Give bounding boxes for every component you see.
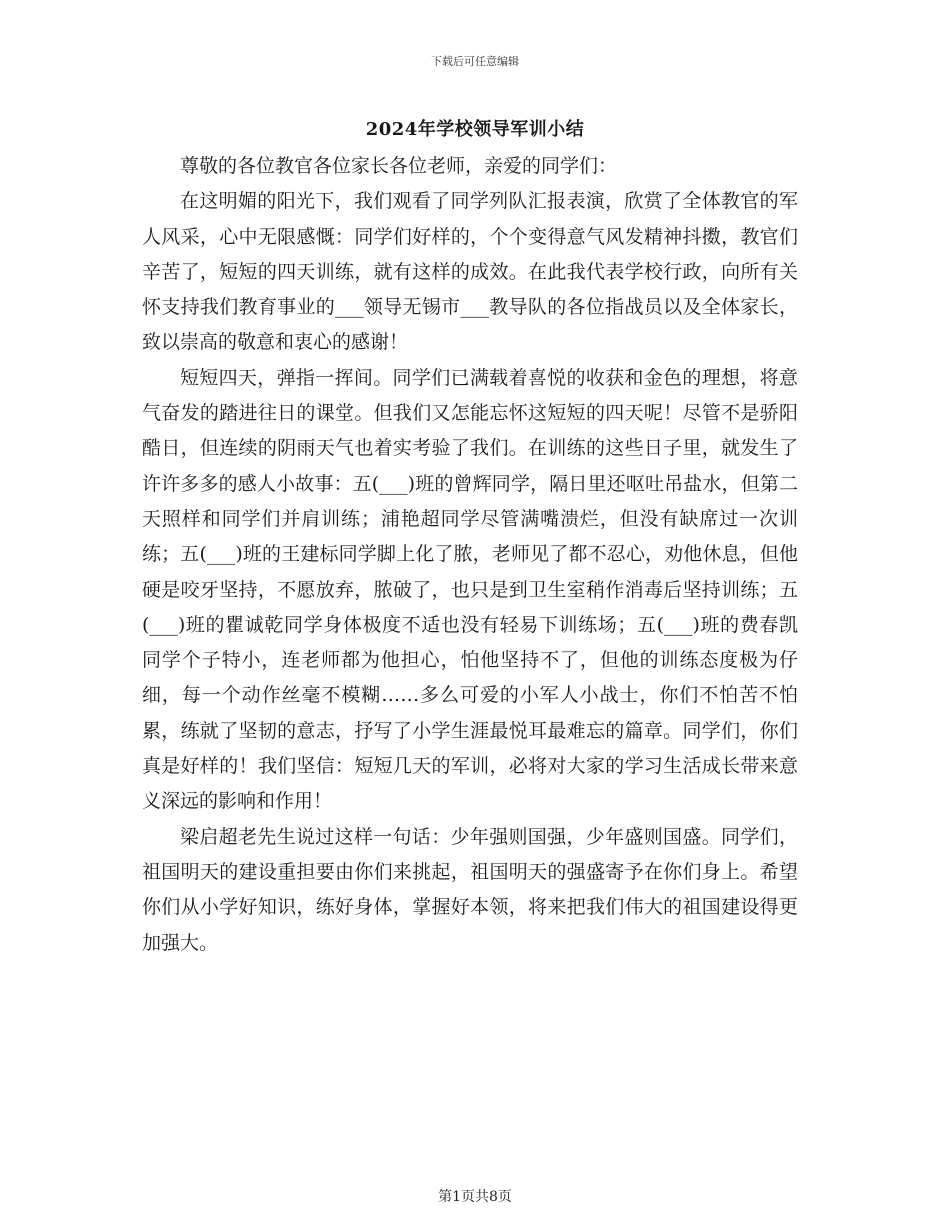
body-paragraph: 梁启超老先生说过这样一句话：少年强则国强，少年盛则国盛。同学们，祖国明天的建设重担要由你们来挑起，祖国明天的强盛寄予在你们身上。希望你们从小学好知识，练好身体，掌握好本领，将来把我们伟大的祖国建设得更加强大。 (142, 825, 798, 954)
page-number: 第1页共8页 (438, 1189, 512, 1205)
body-paragraph: 短短四天，弹指一挥间。同学们已满载着喜悦的收获和金色的理想，将意气奋发的踏进往日的课堂。但我们又怎能忘怀这短短的四天呢！尽管不是骄阳酷日，但连续的阴雨天气也着实考验了我们。在训练的这些日子里，就发生了许许多多的感人小故事：五(___)班的曾辉同学，隔日里还呕吐吊盐水，但第二天照样和同学们并肩训练；浦艳超同学尽管满嘴溃烂，但没有缺席过一次训练；五(___)班的王建标同学脚上化了脓，老师见了都不忍心，劝他休息，但他硬是咬牙坚持，不愿放弃，脓破了，也只是到卫生室稍作消毒后坚持训练；五(___)班的瞿诚乾同学身体极度不适也没有轻易下训练场；五(___)班的费春凯同学个子特小，连老师都为他担心，怕他坚持不了，但他的训练态度极为仔细，每一个动作丝毫不模糊……多么可爱的小军人小战士，你们不怕苦不怕累，练就了坚韧的意志，抒写了小学生涯最悦耳最难忘的篇章。同学们，你们真是好样的！我们坚信：短短几天的军训，必将对大家的学习生活成长带来意义深远的影响和作用！ (142, 366, 798, 813)
body-paragraph: 在这明媚的阳光下，我们观看了同学列队汇报表演，欣赏了全体教官的军人风采，心中无限感慨：同学们好样的，个个变得意气风发精神抖擞，教官们辛苦了，短短的四天训练，就有这样的成效。在此我代表学校行政，向所有关怀支持我们教育事业的___领导无锡市___教导队的各位指战员以及全体家长，致以崇高的敬意和衷心的感谢！ (142, 190, 798, 354)
document-body (142, 149, 798, 961)
document-title: 2024年学校领导军训小结 (365, 119, 585, 140)
page-header-note: 下载后可任意编辑 (431, 55, 519, 68)
salutation-paragraph: 尊敬的各位教官各位家长各位老师，亲爱的同学们： (180, 155, 618, 177)
